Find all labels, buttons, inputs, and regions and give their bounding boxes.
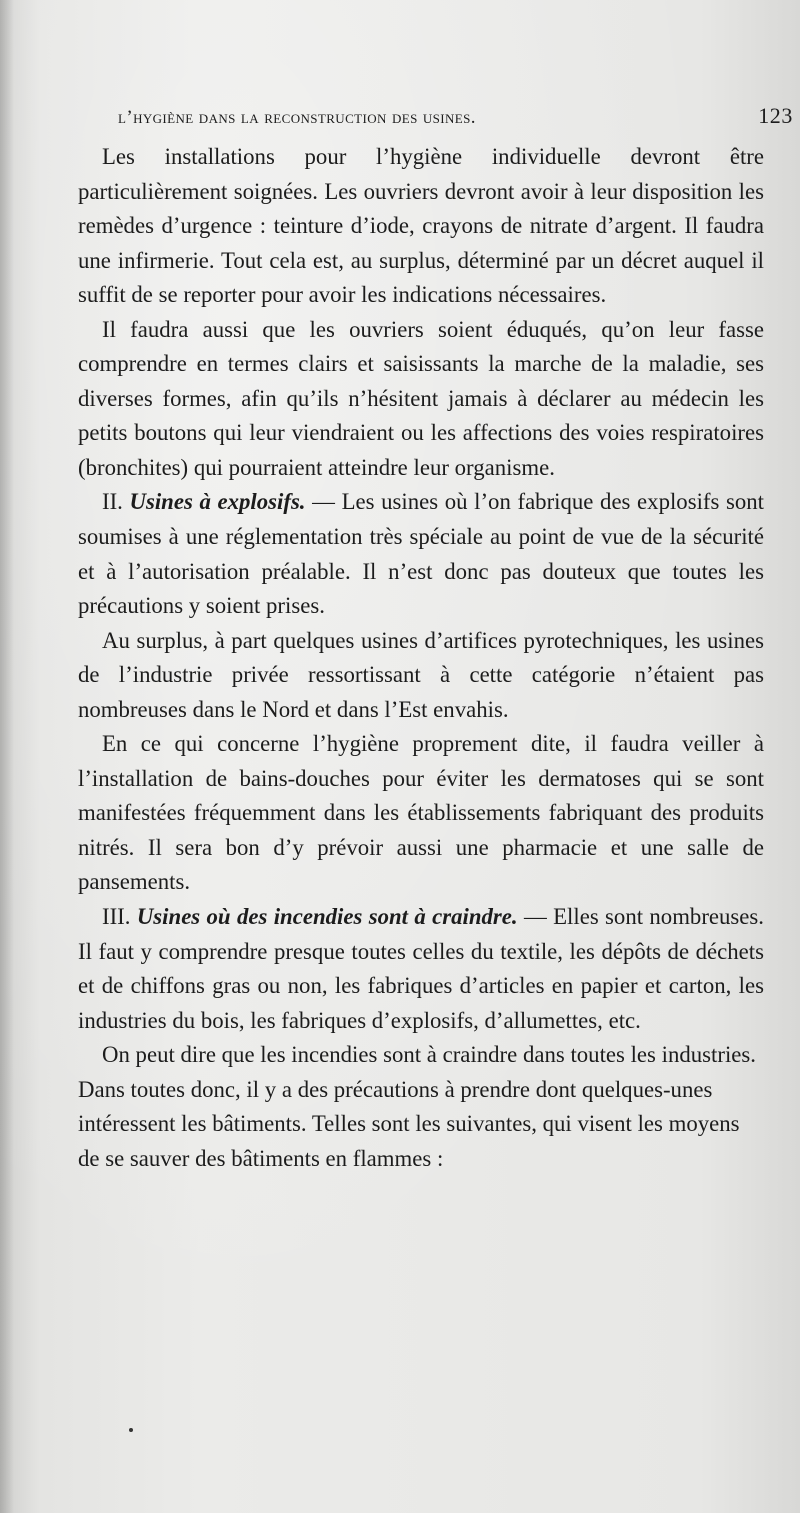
page-fold-shadow xyxy=(0,0,14,1513)
paragraph-bath-showers: En ce qui concerne l’hygiène proprement dite, il faudra veiller à l’installation de bains-douches pour éviter les dermatoses qui se sont manifestées fréquemment dans les établissements fabriquant des produits nitrés. Il sera bon d’y prévoir aussi une pharmacie et une salle de pansements. xyxy=(78,731,764,895)
ink-speck xyxy=(129,1428,133,1432)
section-ii-title: Usines à explosifs. xyxy=(129,489,306,515)
section-iii-title: Usines où des incendies sont à craindre. xyxy=(136,904,518,930)
section-ii-text: Les usines où l’on fabrique des explosifs sont soumises à une réglementation très spéciale au point de vue de la sécurité et à l’autorisation préalable. Il n’est donc pas douteux que toutes les précautions y soient prises. xyxy=(78,489,764,619)
running-title: l’hygiène dans la reconstruction des usines. xyxy=(118,107,476,128)
section-ii-paragraph xyxy=(78,485,764,623)
section-ii-dash: — xyxy=(305,489,342,515)
section-iii-paragraph xyxy=(78,900,764,1038)
paragraph-pyrotechnics: Au surplus, à part quelques usines d’artifices pyrotechniques, les usines de l’industrie privée ressortissant à cette catégorie n’étaient pas nombreuses dans le Nord et dans l’Est envahis. xyxy=(78,627,764,722)
section-iii-number: III. xyxy=(102,904,131,930)
page-number: 123 xyxy=(758,103,793,128)
paragraph-worker-education: Il faudra aussi que les ouvriers soient éduqués, qu’on leur fasse comprendre en termes clairs et saisissants la marche de la maladie, ses diverses formes, afin qu’ils n’hésitent jamais à déclarer au médecin les petits boutons qui leur viendraient ou les affections des voies respiratoires (bronchites) qui pourraient atteindre leur organisme. xyxy=(78,316,764,480)
section-ii-number: II. xyxy=(102,489,123,515)
body-text xyxy=(78,140,764,1176)
paragraph-fire-precautions: On peut dire que les incendies sont à craindre dans toutes les industries. Dans toutes donc, il y a des précautions à prendre dont quelques-unes intéressent les bâtiments. Telles sont les suivantes, qui visent les moyens de se sauver des bâtiments en flammes : xyxy=(78,1042,756,1171)
paragraph-hygiene-installations: Les installations pour l’hygiène individuelle devront être particulièrement soignées. Les ouvriers devront avoir à leur disposition les remèdes d’urgence : teinture d’iode, crayons de nitrate d’argent. Il faudra une infirmerie. Tout cela est, au surplus, déterminé par un décret auquel il suffit de se reporter pour avoir les indications nécessaires. xyxy=(78,144,764,308)
section-iii-text: Elles sont nombreuses. Il faut y comprendre presque toutes celles du textile, les dépôts de déchets et de chiffons gras ou non, les fabriques d’articles en papier et carton, les industries du bois, les fabriques d’explosifs, d’allumettes, etc. xyxy=(78,904,764,1033)
page-header xyxy=(118,103,798,133)
section-iii-dash: — xyxy=(517,904,554,930)
